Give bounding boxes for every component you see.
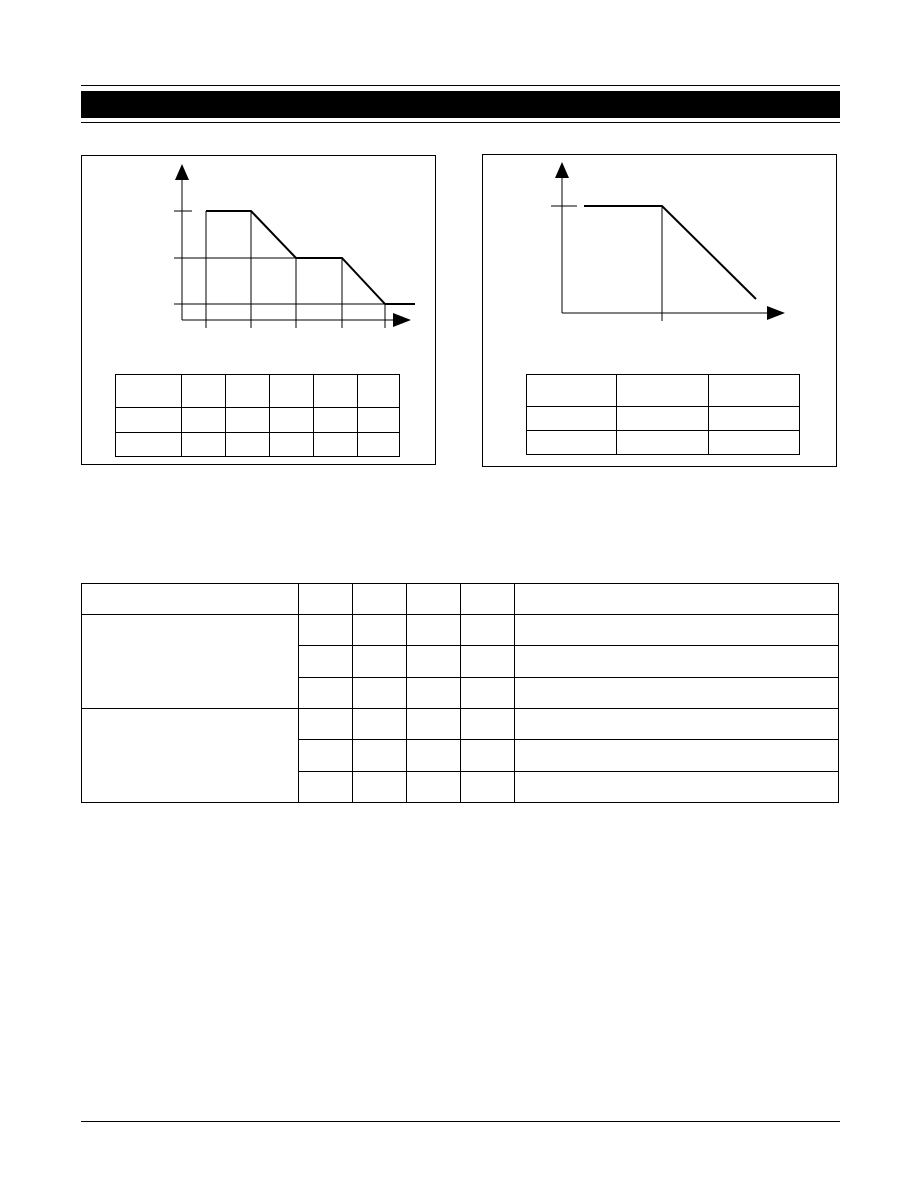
table-cell	[299, 772, 353, 803]
right-figure-panel	[482, 154, 837, 467]
table-cell	[461, 709, 515, 740]
right-table-cell	[709, 375, 800, 407]
header-title	[81, 96, 89, 113]
table-cell	[461, 646, 515, 678]
table-cell	[299, 740, 353, 772]
footer-rule	[81, 1121, 840, 1122]
left-table-cell	[182, 408, 226, 433]
table-cell	[461, 678, 515, 709]
left-table-cell	[270, 433, 314, 457]
left-table-cell	[358, 433, 400, 457]
table-cell	[353, 740, 407, 772]
table-cell	[353, 678, 407, 709]
left-table-cell	[270, 408, 314, 433]
left-table-cell	[226, 375, 270, 408]
table-cell	[299, 678, 353, 709]
right-table-cell	[527, 431, 617, 455]
table-cell	[515, 772, 839, 803]
left-table-cell	[314, 408, 358, 433]
left-table-cell	[314, 375, 358, 408]
table-cell	[353, 709, 407, 740]
table-cell	[515, 646, 839, 678]
main-spec-table	[81, 583, 839, 803]
header-bottom-rule	[81, 122, 840, 123]
main-table-header-cell	[461, 584, 515, 615]
x-axis-arrow	[767, 306, 785, 320]
left-table-cell	[358, 375, 400, 408]
left-table-cell	[182, 433, 226, 457]
table-cell	[407, 709, 461, 740]
table-cell	[353, 615, 407, 646]
main-table-header-cell	[299, 584, 353, 615]
table-cell	[515, 615, 839, 646]
left-table-cell	[226, 433, 270, 457]
main-table-header-cell	[353, 584, 407, 615]
left-table-cell	[116, 408, 182, 433]
table-cell	[515, 740, 839, 772]
table-cell	[407, 678, 461, 709]
table-cell	[299, 615, 353, 646]
table-cell	[461, 615, 515, 646]
right-table-cell	[527, 375, 617, 407]
table-cell	[407, 740, 461, 772]
x-axis-arrow	[393, 313, 411, 327]
main-table-header-cell	[515, 584, 839, 615]
header-title-bar	[81, 91, 840, 118]
table-cell	[407, 646, 461, 678]
left-table-cell	[270, 375, 314, 408]
group-label-cell	[82, 615, 299, 709]
left-table-cell	[182, 375, 226, 408]
main-table-header-cell	[407, 584, 461, 615]
table-cell	[299, 709, 353, 740]
table-row	[82, 615, 839, 646]
table-cell	[407, 615, 461, 646]
right-figure-table	[526, 374, 800, 455]
main-table-header-row	[82, 584, 839, 615]
table-cell	[461, 740, 515, 772]
table-row	[82, 709, 839, 740]
right-derating-curve	[584, 206, 756, 299]
left-table-cell	[314, 433, 358, 457]
left-table-cell	[116, 433, 182, 457]
right-table-cell	[617, 375, 709, 407]
y-axis-arrow	[175, 164, 189, 180]
table-cell	[461, 772, 515, 803]
table-cell	[353, 772, 407, 803]
table-cell	[515, 678, 839, 709]
right-table-cell	[527, 407, 617, 431]
right-table-cell	[709, 431, 800, 455]
table-cell	[299, 646, 353, 678]
right-table-cell	[617, 407, 709, 431]
main-table-header-cell	[82, 584, 299, 615]
left-figure-table	[115, 374, 400, 457]
table-cell	[407, 772, 461, 803]
table-cell	[353, 646, 407, 678]
header-top-rule	[81, 85, 840, 86]
right-table-cell	[709, 407, 800, 431]
table-cell	[515, 709, 839, 740]
group-label-cell	[82, 709, 299, 803]
left-table-cell	[358, 408, 400, 433]
left-table-cell	[116, 375, 182, 408]
left-figure-panel	[81, 155, 436, 465]
right-table-cell	[617, 431, 709, 455]
left-table-cell	[226, 408, 270, 433]
y-axis-arrow	[555, 162, 569, 178]
